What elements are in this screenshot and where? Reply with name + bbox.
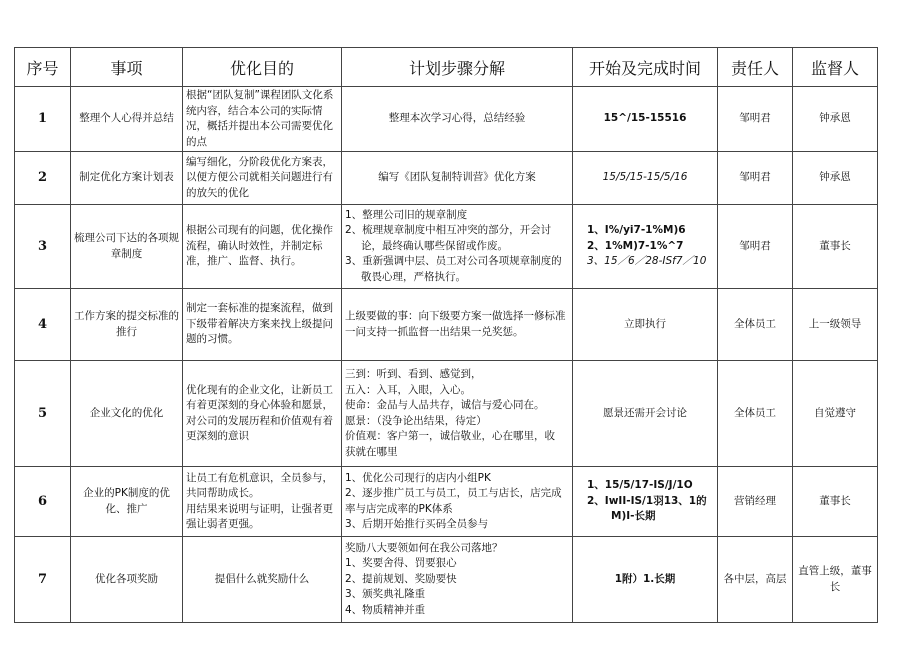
step-line: 上级要做的事：向下级要方案一做选择一修标准一问支持一抓监督一出结果一兑奖惩。 [345, 310, 566, 338]
row-time [573, 467, 718, 537]
table-row [15, 152, 878, 205]
row-purpose: 制定一套标准的提案流程，做到下级带着解决方案来找上级提问题的习惯。 [183, 289, 342, 361]
step-line: 4、物质精神并重 [345, 603, 426, 616]
table-row [15, 205, 878, 289]
header-item: 事项 [71, 48, 183, 87]
row-item: 企业文化的优化 [71, 361, 183, 467]
time-line: 2、1%M)7-1%^7 [587, 239, 684, 252]
step-line: 五入：入耳，入眼，入心。 [345, 383, 471, 396]
row-item: 梳理公司下达的各项规章制度 [71, 205, 183, 289]
row-owner: 邹明君 [718, 152, 793, 205]
row-steps [342, 152, 573, 205]
plan-table-wrapper [14, 47, 878, 623]
row-steps [342, 87, 573, 152]
table-row [15, 467, 878, 537]
row-supervisor: 钟承恩 [793, 152, 878, 205]
time-line: 1、15/5/17-IS/J/1O [587, 479, 693, 492]
step-line: 2、提前规划、奖励要快 [345, 572, 457, 585]
row-owner: 邹明君 [718, 87, 793, 152]
table-row [15, 87, 878, 152]
step-line: 价值观：客户第一，诚信敬业，心在哪里，收 [345, 430, 555, 442]
row-supervisor: 钟承恩 [793, 87, 878, 152]
row-steps [342, 467, 573, 537]
row-no: 6 [15, 467, 71, 537]
row-no: 1 [15, 87, 71, 152]
step-line: 3、重新强调中层、员工对公司各项规章制度的 [345, 255, 562, 268]
row-time [573, 361, 718, 467]
row-supervisor: 直管上级，董事长 [793, 537, 878, 623]
time-line: 1、I%/yi7-1%M)6 [587, 224, 686, 237]
time-line: 1附）1.长期 [614, 572, 676, 585]
row-item: 企业的PK制度的优化、推广 [71, 467, 183, 537]
row-owner: 营销经理 [718, 467, 793, 537]
row-item: 整理个人心得并总结 [71, 87, 183, 152]
step-line: 愿景：（没争论出结果，待定） [345, 414, 487, 427]
row-time [573, 152, 718, 205]
step-line: 整理本次学习心得，总结经验 [388, 112, 526, 125]
row-steps [342, 537, 573, 623]
row-no: 7 [15, 537, 71, 623]
time-line: M)I-长期 [611, 510, 656, 523]
step-line: 敬畏心理，严格执行。 [361, 270, 466, 283]
header-supervisor: 监督人 [793, 48, 878, 87]
step-line: 奖励八大要领如何在我公司落地？ [345, 541, 503, 554]
step-line: 1、整理公司旧的规章制度 [345, 208, 468, 221]
row-item: 优化各项奖励 [71, 537, 183, 623]
row-item: 工作方案的提交标准的推行 [71, 289, 183, 361]
step-line: 3、颁奖典礼隆重 [345, 588, 426, 601]
time-line: 15^/15-15516 [603, 112, 687, 125]
row-supervisor: 上一级领导 [793, 289, 878, 361]
row-time [573, 87, 718, 152]
step-line: 三到：听到、看到、感觉到， [345, 368, 482, 380]
row-steps [342, 205, 573, 289]
row-steps [342, 361, 573, 467]
step-line: 编写《团队复制特训营》优化方案 [378, 171, 536, 184]
row-time [573, 537, 718, 623]
row-purpose: 编写细化，分阶段优化方案表，以便方便公司就相关问题进行有的放矢的优化 [183, 152, 342, 205]
header-time: 开始及完成时间 [573, 48, 718, 87]
table-row [15, 537, 878, 623]
row-time [573, 205, 718, 289]
row-purpose: 提倡什么就奖励什么 [183, 537, 342, 623]
header-no: 序号 [15, 48, 71, 87]
row-supervisor: 自觉遵守 [793, 361, 878, 467]
row-no: 2 [15, 152, 71, 205]
step-line: 获就在哪里 [345, 445, 398, 458]
time-line: 15/5/15-15/5/16 [602, 171, 688, 184]
step-line: 率与店完成率的PK体系 [345, 502, 453, 515]
row-purpose: 优化现有的企业文化，让新员工有着更深刻的身心体验和愿景，对公司的发展历程和价值观有着更深刻的意识 [183, 361, 342, 467]
header-steps: 计划步骤分解 [342, 48, 573, 87]
row-item: 制定优化方案计划表 [71, 152, 183, 205]
row-steps [342, 289, 573, 361]
row-purpose: 根据“团队复制”课程团队文化系统内容，结合本公司的实际情况，概括并提出本公司需要优化的点 [183, 87, 342, 152]
step-line: 使命：金品与人品共存，诚信与爱心同在。 [345, 399, 545, 411]
table-row [15, 289, 878, 361]
time-line: 2、IwII-IS/1羽13、1的 [587, 494, 707, 507]
step-line: 1、奖要舍得、罚要狠心 [345, 557, 457, 570]
time-line: 愿景还需开会讨论 [603, 406, 687, 419]
step-line: 2、梳理规章制度中相互冲突的部分，开会讨 [345, 224, 552, 237]
header-purpose: 优化目的 [183, 48, 342, 87]
step-line: 1、优化公司现行的店内小组PK [345, 471, 491, 484]
row-owner: 全体员工 [718, 289, 793, 361]
step-line: 2、逐步推广员工与员工，员工与店长，店完成 [345, 487, 562, 499]
row-no: 3 [15, 205, 71, 289]
time-line: 立即执行 [624, 317, 666, 330]
header-owner: 责任人 [718, 48, 793, 87]
row-purpose: 根据公司现有的问题，优化操作流程，确认时效性，并制定标准，推广、监督、执行。 [183, 205, 342, 289]
row-time [573, 289, 718, 361]
table-row [15, 361, 878, 467]
row-no: 5 [15, 361, 71, 467]
row-owner: 各中层，高层 [718, 537, 793, 623]
row-supervisor: 董事长 [793, 205, 878, 289]
header-row [15, 48, 878, 87]
row-supervisor: 董事长 [793, 467, 878, 537]
row-owner: 邹明君 [718, 205, 793, 289]
time-line: 3、15／6／28-ISf7／10 [587, 255, 707, 268]
step-line: 3、后期开始推行买码全员参与 [345, 518, 489, 530]
row-purpose: 让员工有危机意识，全员参与，共同帮助成长。 用结果来说明与证明，让强者更强让弱者更强。 [183, 467, 342, 537]
step-line: 论，最终确认哪些保留或作废。 [361, 239, 508, 252]
optimization-plan-table [14, 47, 878, 623]
row-no: 4 [15, 289, 71, 361]
row-owner: 全体员工 [718, 361, 793, 467]
